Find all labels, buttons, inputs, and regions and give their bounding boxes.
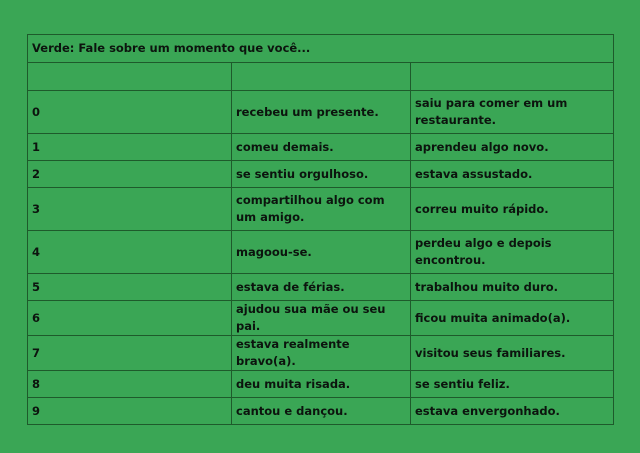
table-row [28,371,614,398]
prompt-cell: estava realmente bravo(a). [232,336,411,371]
prompt-cell: estava de férias. [232,274,411,301]
prompt-cell: saiu para comer em um restaurante. [411,91,614,134]
blank-cell [232,63,411,91]
table-row [28,188,614,231]
prompt-table [27,34,614,425]
table-row [28,301,614,336]
table-row [28,134,614,161]
prompt-cell: ajudou sua mãe ou seu pai. [232,301,411,336]
prompt-cell: perdeu algo e depois encontrou. [411,231,614,274]
title-row [28,35,614,63]
prompt-cell: comeu demais. [232,134,411,161]
blank-cell [28,63,232,91]
table-row [28,274,614,301]
row-number: 6 [28,301,232,336]
row-number: 9 [28,398,232,425]
prompt-cell: deu muita risada. [232,371,411,398]
table-row [28,398,614,425]
prompt-cell: se sentiu orgulhoso. [232,161,411,188]
row-number: 5 [28,274,232,301]
table-row [28,91,614,134]
prompt-cell: magoou-se. [232,231,411,274]
prompt-cell: estava assustado. [411,161,614,188]
table-title: Verde: Fale sobre um momento que você... [28,35,614,63]
blank-row [28,63,614,91]
prompt-cell: estava envergonhado. [411,398,614,425]
table-row [28,161,614,188]
row-number: 0 [28,91,232,134]
prompt-cell: correu muito rápido. [411,188,614,231]
row-number: 1 [28,134,232,161]
prompt-cell: ficou muita animado(a). [411,301,614,336]
prompt-cell: recebeu um presente. [232,91,411,134]
row-number: 3 [28,188,232,231]
row-number: 2 [28,161,232,188]
prompt-cell: trabalhou muito duro. [411,274,614,301]
prompt-cell: cantou e dançou. [232,398,411,425]
table-row [28,336,614,371]
blank-cell [411,63,614,91]
row-number: 4 [28,231,232,274]
prompt-cell: visitou seus familiares. [411,336,614,371]
table-row [28,231,614,274]
prompt-cell: compartilhou algo com um amigo. [232,188,411,231]
row-number: 8 [28,371,232,398]
prompt-cell: aprendeu algo novo. [411,134,614,161]
prompt-cell: se sentiu feliz. [411,371,614,398]
row-number: 7 [28,336,232,371]
